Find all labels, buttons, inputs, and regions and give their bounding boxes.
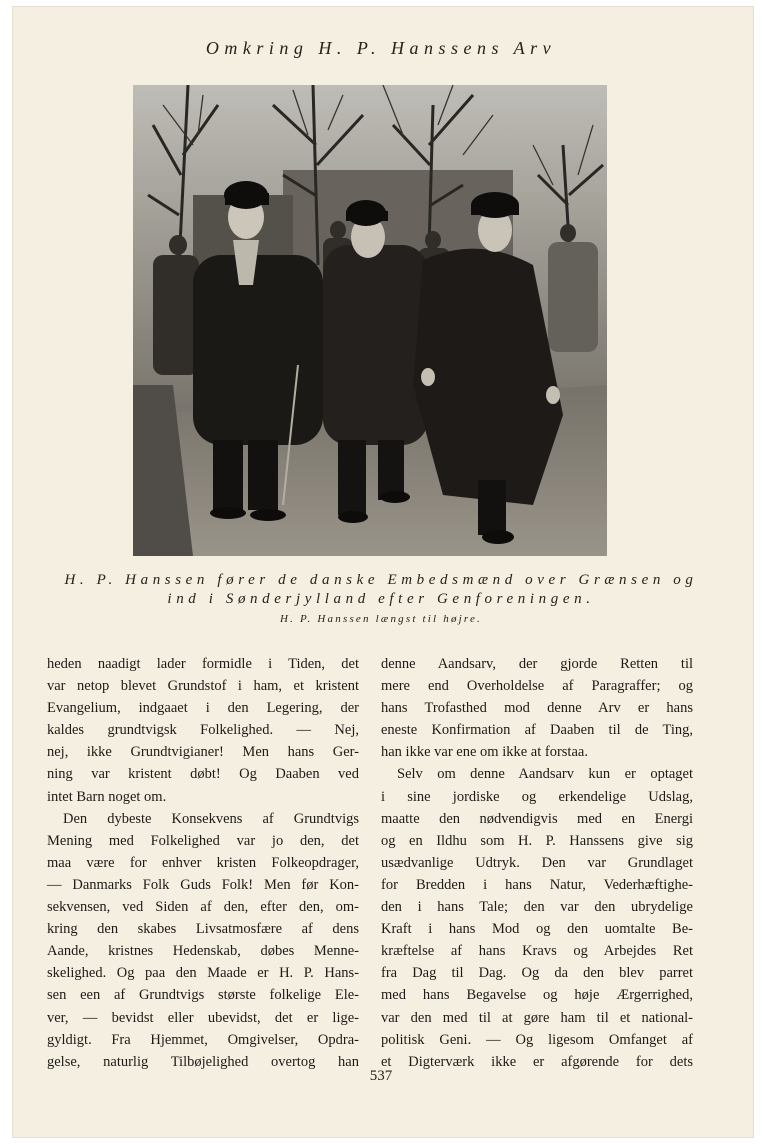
text-line: kaldes grundtvigsk Folkelighed. — Nej,	[47, 722, 359, 739]
text-line: heden naadigt lader formidle i Tiden, det	[47, 656, 359, 672]
text-line: kræftelse af hans Kravs og Arbejdes Ret	[381, 943, 693, 960]
text-line: den i hans Tale; den var den ubrydelige	[381, 899, 693, 916]
text-line: han ikke var ene om ikke at forstaa.	[381, 744, 588, 761]
text-line: for Bredden i hans Natur, Vederhæftighe-	[381, 876, 693, 893]
text-line: sen een af Grundtvigs største folkelige Ele-	[47, 987, 359, 1004]
text-line: gelse, naturlig Tilbøjelighed overtog han	[47, 1053, 359, 1070]
text-line: eneste Konfirmation af Daaben til de Ting,	[381, 722, 693, 739]
text-line: i sine jordiske og erkendelige Udslag,	[381, 788, 693, 805]
text-line: Selv om denne Aandsarv kun er optaget	[397, 766, 693, 783]
text-line: politisk Geni. — Og ligesom Omfanget af	[381, 1031, 693, 1048]
right-text-column	[381, 653, 693, 1073]
page-number: 537	[369, 1068, 393, 1084]
text-line: gyldigt. Fra Hjemmet, Omgivelser, Opdra-	[47, 1031, 359, 1048]
text-line: Kraft i hans Mod og den uomtalte Be-	[381, 921, 693, 938]
text-line: maa være for enhver kristen Folkeopdrager,	[47, 854, 359, 871]
text-line: Mening med Folkelighed var jo den, det	[47, 832, 359, 849]
left-text-column	[47, 653, 359, 1073]
caption-line-2: ind i Sønderjylland efter Genforeningen.	[167, 591, 595, 607]
caption-line-1: H. P. Hanssen fører de danske Embedsmænd over Grænsen og	[64, 572, 698, 588]
text-line: nej, ikke Grundtvigianer! Men hans Ger-	[47, 744, 359, 761]
text-line: var den med til at gøre ham til et national-	[381, 1009, 693, 1026]
photograph	[133, 85, 607, 556]
caption-credit: H. P. Hanssen længst til højre.	[279, 613, 483, 625]
text-line: kring den skabes Livsatmosfære af dens	[47, 921, 359, 938]
text-line: fra Dag til Dag. Og da den blev parret	[381, 965, 693, 982]
text-line: et Digterværk ikke er afgørende for dets	[381, 1053, 693, 1070]
text-line: med hans Begavelse og høje Ærgerrighed,	[381, 987, 693, 1004]
text-line: Den dybeste Konsekvens af Grundtvigs	[63, 810, 359, 827]
text-line: — Danmarks Folk Guds Folk! Men før Kon-	[47, 876, 359, 893]
text-line: Aande, kristnes Hedenskab, døbes Menne-	[47, 943, 359, 960]
text-line: sekvensen, ved Siden af den, efter den, om-	[47, 899, 359, 916]
text-line: var netop blevet Grundstof i ham, et kristent	[47, 678, 359, 695]
text-line: ning var kristent døbt! Og Daaben ved	[47, 766, 359, 783]
text-line: skelighed. Og paa den Maade er H. P. Hans-	[47, 965, 359, 982]
text-line: usædvanlige Udtryk. Den var Grundlaget	[381, 854, 693, 871]
text-line: hans Trofasthed mod denne Arv er hans	[381, 700, 693, 717]
text-line: Evangelium, indgaaet i den Legering, der	[47, 700, 359, 717]
running-title: Omkring H. P. Hanssens Arv	[205, 38, 557, 58]
text-line: maatte den nødvendigvis med en Energi	[381, 810, 693, 827]
photograph-of-three-men-walking-icon	[133, 85, 607, 556]
text-line: og en Ildhu som H. P. Hanssens give sig	[381, 832, 693, 849]
text-line: mere end Overholdelse af Paragraffer; og	[381, 678, 693, 695]
text-line: denne Aandsarv, der gjorde Retten til	[381, 656, 693, 672]
text-line: ver, — bevidst eller ubevidst, det er lige-	[47, 1009, 359, 1026]
text-line: intet Barn noget om.	[47, 788, 167, 805]
